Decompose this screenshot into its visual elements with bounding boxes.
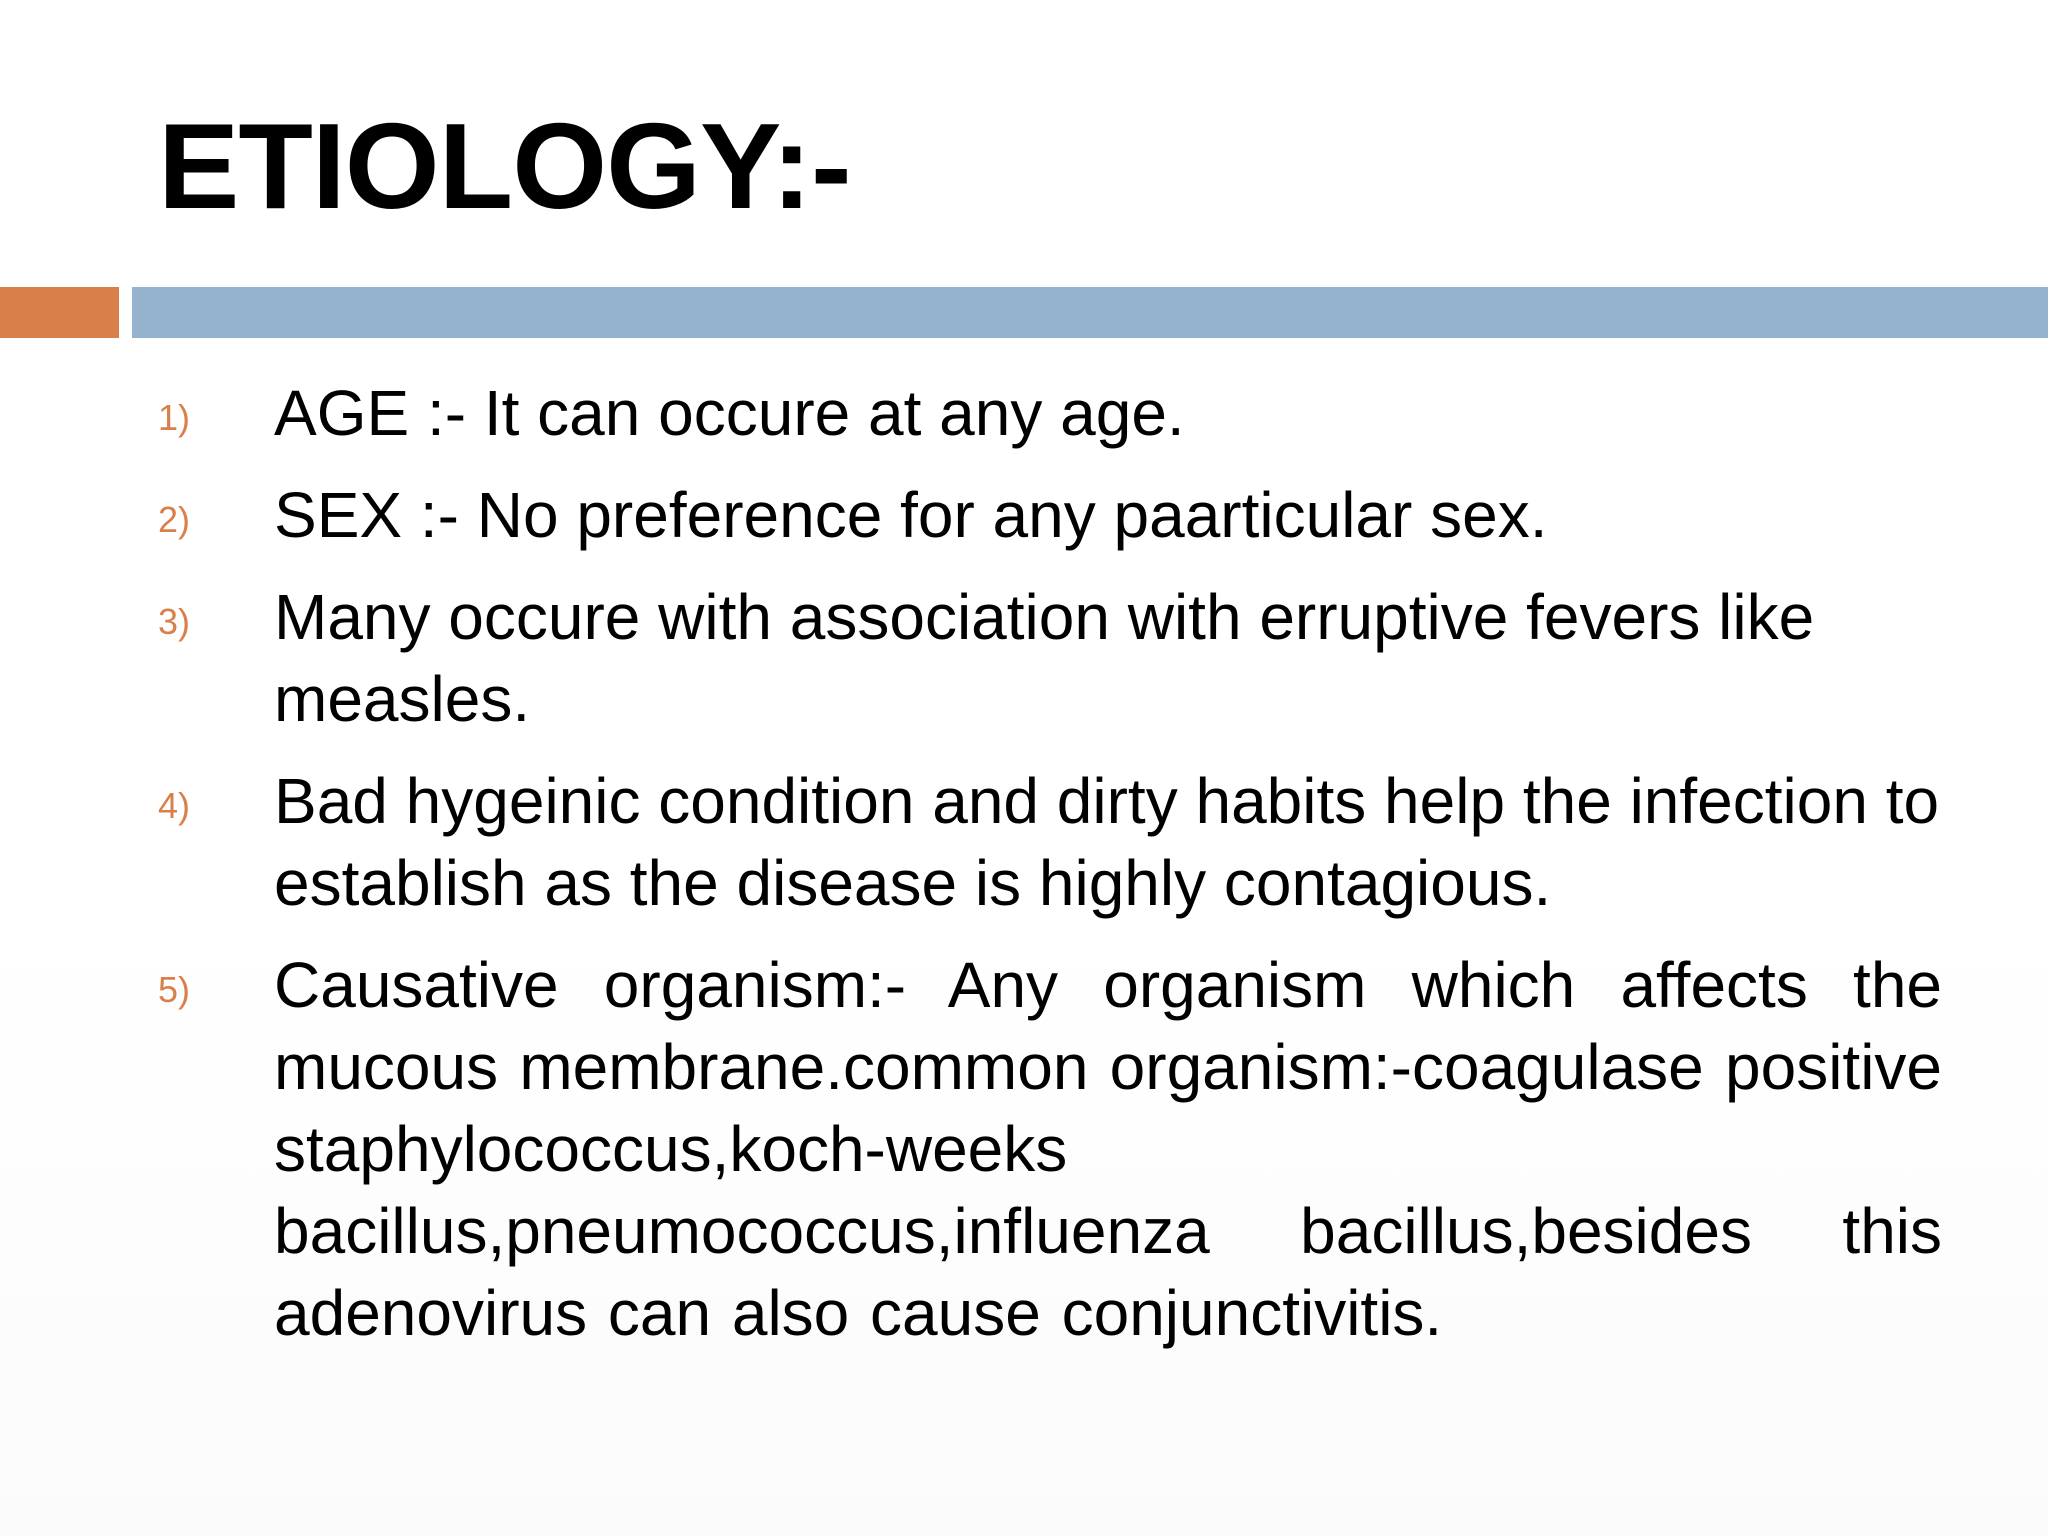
list-item-text: Causative organism:- Any organism which affects the mucous membrane.common organism:-coagulase positive staphylococcus,koch-weeks bacillus,pneumococcus,influenza bacillus,besides this adenovirus can also cause conjunctivitis. [274, 949, 1942, 1349]
list-item-number: 4) [158, 785, 191, 826]
list-item [0, 576, 2048, 740]
title-divider-bar [132, 287, 2048, 338]
title-accent-bar [0, 287, 119, 338]
list-item [0, 372, 2048, 454]
list-item-text: SEX :- No preference for any paarticular sex. [274, 479, 1548, 551]
list-item-number: 1) [158, 397, 191, 438]
list-item-number: 5) [158, 969, 191, 1010]
list-item-number: 2) [158, 499, 191, 540]
slide-title: ETIOLOGY:- [158, 98, 851, 234]
list-item-text: Many occure with association with erruptive fevers like measles. [274, 581, 1815, 735]
list-item-text: Bad hygeinic condition and dirty habits help the infection to establish as the disease is highly contagious. [274, 765, 1940, 919]
list-item [0, 760, 2048, 924]
list-item [0, 944, 2048, 1354]
list-item-text: AGE :- It can occure at any age. [274, 377, 1185, 449]
etiology-list [0, 372, 2048, 1374]
list-item-number: 3) [158, 601, 191, 642]
list-item [0, 474, 2048, 556]
